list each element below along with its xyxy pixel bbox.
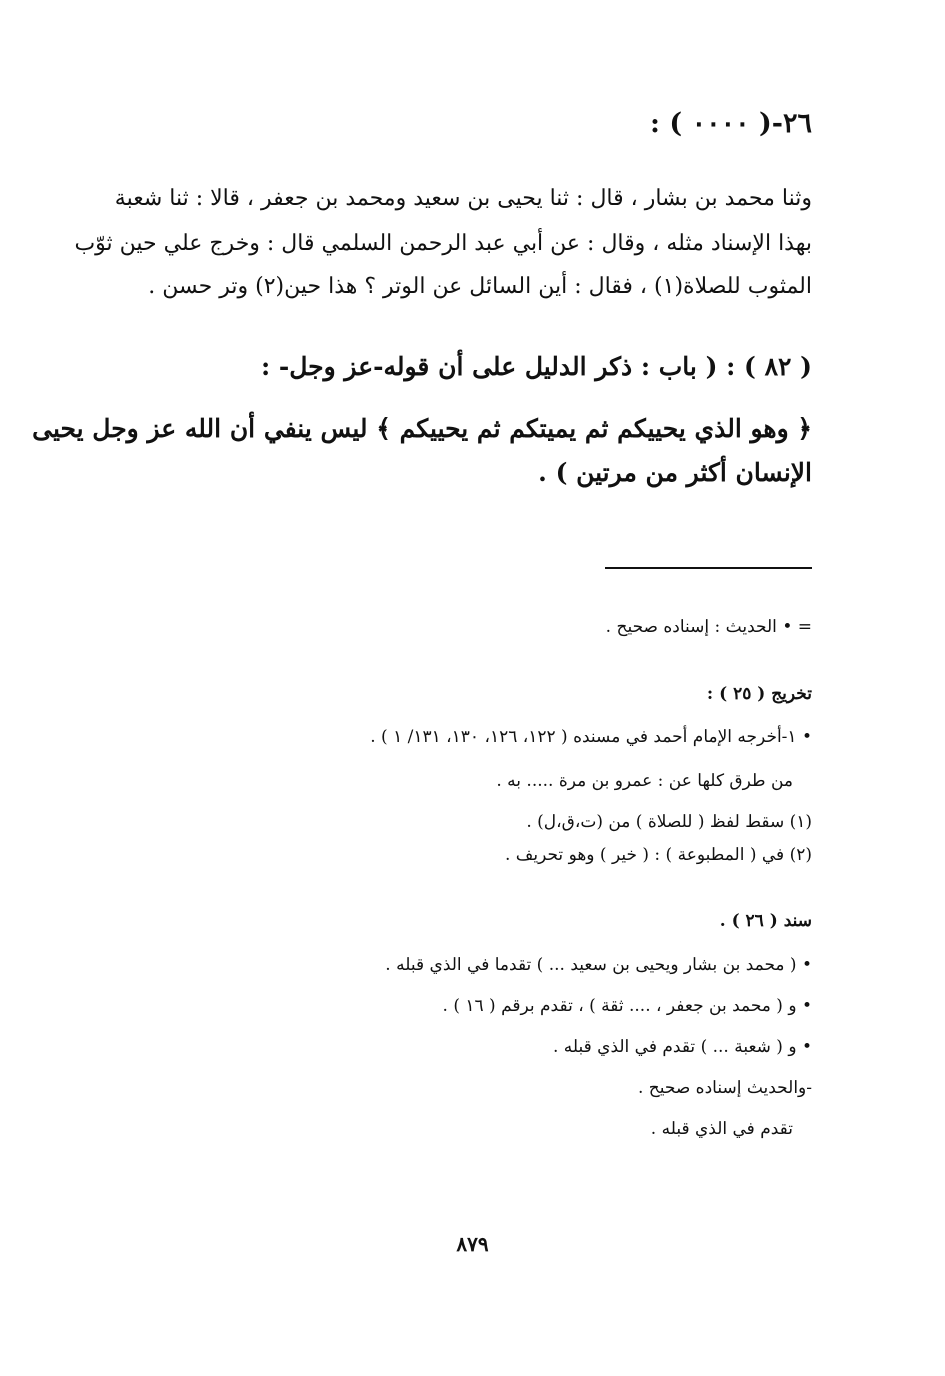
chapter-heading: ( ٨٢ ) : ( باب : ذكر الدليل على أن قوله-عز وجل- : (260, 352, 812, 381)
main-text-line-3: المثوب للصلاة(١) ، فقال : أين السائل عن الوتر ؟ هذا حين(٢) وتر حسن . (148, 274, 812, 299)
footnote-continuation: = • الحديث : إسناده صحيح . (605, 617, 812, 637)
takhrij-heading: تخريج ( ٢٥ ) : (706, 684, 812, 704)
hadith-number: ٢٦-( ٠٠٠٠ ) : (650, 108, 812, 139)
hadith-status-note: تقدم في الذي قبله . (650, 1119, 793, 1139)
sanad-item-1: • ( محمد بن بشار ويحيى بن سعيد ... ) تقدما في الذي قبله . (385, 955, 812, 975)
sanad-heading: سند ( ٢٦ ) . (719, 911, 812, 931)
sanad-item-3: • و ( شعبة ... ) تقدم في الذي قبله . (552, 1037, 812, 1057)
chapter-text-line-2: الإنسان أكثر من مرتين ) . (538, 458, 812, 487)
main-text-line-2: بهذا الإسناد مثله ، وقال : عن أبي عبد الرحمن السلمي قال : وخرج علي حين ثوّب (74, 231, 812, 256)
sanad-item-2: • و ( محمد بن جعفر ، .... ثقة ) ، تقدم برقم ( ١٦ ) . (442, 996, 812, 1016)
takhrij-item: • ١-أخرجه الإمام أحمد في مسنده ( ١٢٢، ١٢٦، ١٣٠، ١٣١/ ١ ) . (370, 727, 812, 747)
footnote-1: (١) سقط لفظ ( للصلاة ) من (ت،ق،ل) . (526, 812, 812, 832)
takhrij-ways: من طرق كلها عن : عمرو بن مرة ..... به . (496, 771, 793, 791)
page-number: ٨٧٩ (456, 1232, 489, 1256)
footnote-separator (605, 567, 812, 569)
footnote-2: (٢) في ( المطبوعة ) : ( خير ) وهو تحريف . (504, 845, 812, 865)
chapter-text-line-1: ﴿ وهو الذي يحييكم ثم يميتكم ثم يحييكم ﴾ ليس ينفي أن الله عز وجل يحيى (32, 414, 812, 443)
hadith-status: -والحديث إسناده صحيح . (637, 1078, 812, 1098)
main-text-line-1: وثنا محمد بن بشار ، قال : ثنا يحيى بن سعيد ومحمد بن جعفر ، قالا : ثنا شعبة (114, 186, 812, 211)
